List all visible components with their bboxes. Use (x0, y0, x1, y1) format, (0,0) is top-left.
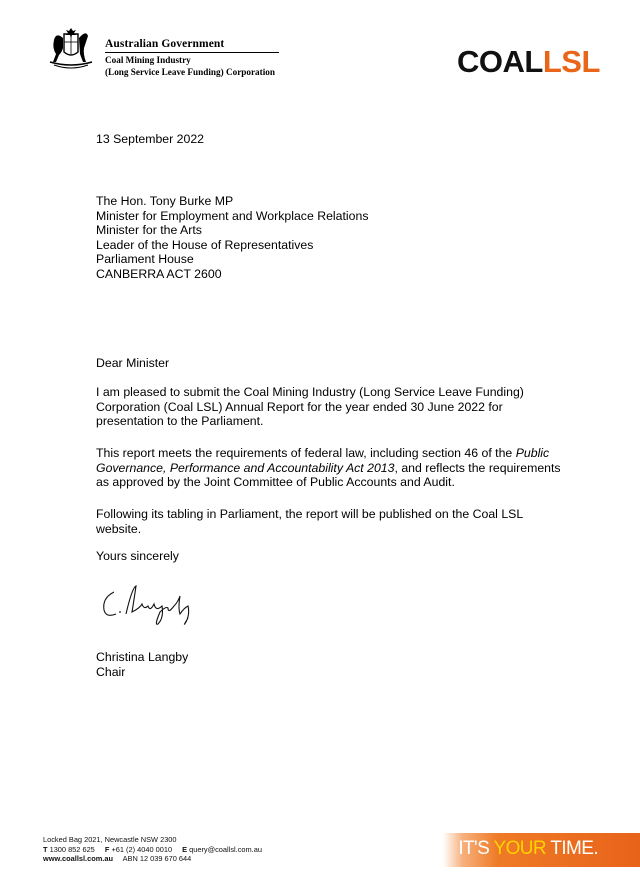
footer-contact (43, 835, 262, 864)
fax-value: +61 (2) 4040 0010 (111, 844, 173, 854)
closing: Yours sincerely (96, 549, 179, 563)
slogan-part-3: TIME. (546, 838, 598, 859)
coal-lsl-logo (457, 44, 600, 80)
letter-date: 13 September 2022 (96, 132, 205, 146)
address-line: CANBERRA ACT 2600 (96, 266, 222, 281)
agency-line-1: Coal Mining Industry (105, 55, 191, 65)
email-value: query@coallsl.com.au (189, 844, 262, 854)
signer-title: Chair (96, 664, 126, 679)
act-title: Public Governance, Performance and Accountability Act 2013 (96, 446, 550, 475)
paragraph-2 (96, 446, 566, 490)
footer-address: Locked Bag 2021, Newcastle NSW 2300 (43, 835, 177, 844)
address-line: Parliament House (96, 252, 194, 267)
slogan-text (458, 838, 598, 860)
slogan-highlight: YOUR (493, 838, 546, 859)
paragraph-2-text: This report meets the requirements of federal law, including section 46 of the (96, 446, 516, 460)
address-line: Minister for Employment and Workplace Relations (96, 208, 369, 223)
agency-name (105, 55, 275, 78)
slogan-part-1: IT'S (458, 838, 494, 859)
agency-line-2: (Long Service Leave Funding) Corporation (105, 66, 275, 77)
address-line: Minister for the Arts (96, 223, 202, 238)
slogan-banner (443, 833, 640, 867)
address-line: Leader of the House of Representatives (96, 237, 314, 252)
signature-image (96, 578, 206, 630)
abn: ABN 12 039 670 644 (122, 854, 192, 864)
recipient-address (96, 194, 368, 282)
signer-block (96, 650, 188, 679)
salutation: Dear Minister (96, 356, 170, 370)
header-divider (105, 52, 279, 53)
logo-text-main: COAL (457, 44, 543, 79)
government-title: Australian Government (105, 38, 225, 50)
footer-phone-line (43, 845, 262, 855)
phone-value: 1300 852 625 (49, 844, 95, 854)
logo-text-accent: LSL (542, 44, 600, 79)
website-link: www.coallsl.com.au (43, 854, 113, 864)
paragraph-3: Following its tabling in Parliament, the report will be published on the Coal LSL website. (96, 507, 523, 536)
paragraph-1: I am pleased to submit the Coal Mining Industry (Long Service Leave Funding) Corporation (Coal LSL) Annual Report for the year ended 30 June 2022 for presentation to the Parliament. (96, 385, 524, 429)
phone-label: T (43, 844, 48, 854)
address-line: The Hon. Tony Burke MP (96, 194, 234, 208)
footer-web-line (43, 854, 262, 864)
paragraph-2-text-end: , and reflects the requirements as approved by the Joint Committee of Public Accounts and Audit. (96, 460, 561, 490)
fax-label: F (104, 844, 110, 854)
email-label: E (182, 844, 188, 854)
signer-name: Christina Langby (96, 650, 189, 664)
coat-of-arms-icon (42, 22, 100, 72)
